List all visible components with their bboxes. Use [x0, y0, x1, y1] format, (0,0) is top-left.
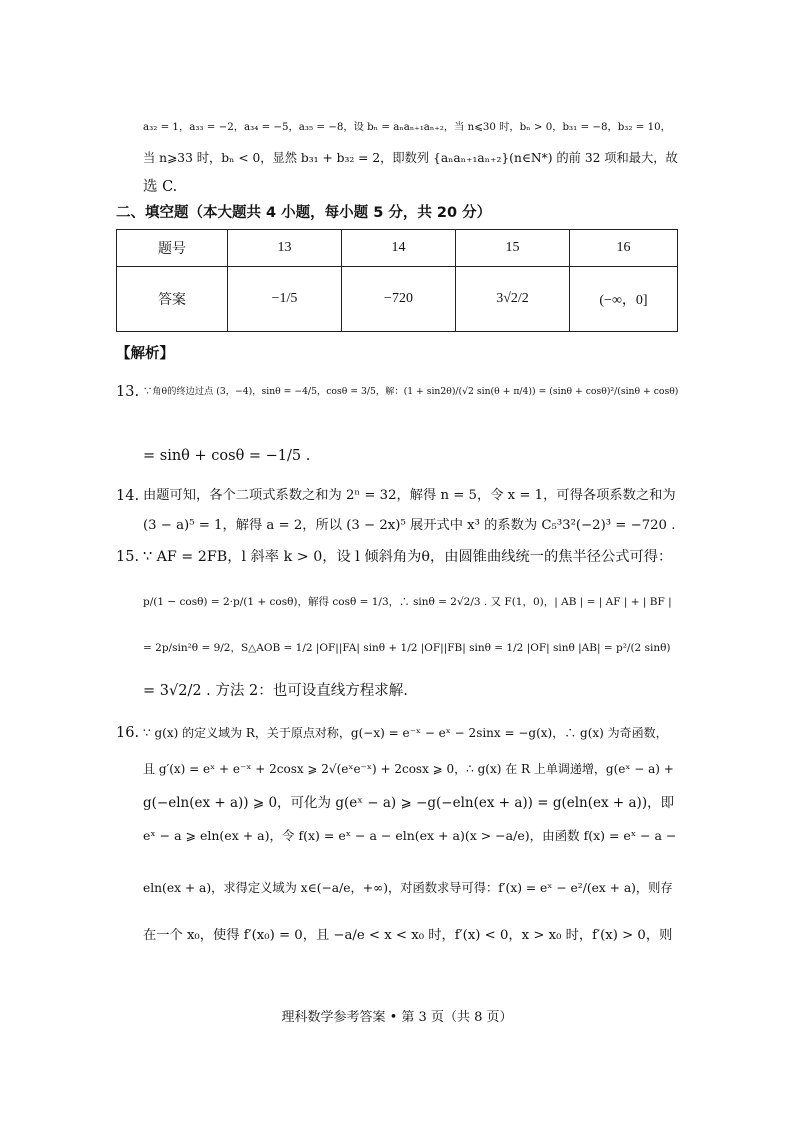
table-cell: −1/5: [228, 267, 342, 332]
text-line: g(−eln(ex + a)) ⩾ 0，可化为 g(eˣ − a) ⩾ −g(−eln(ex + a)) = g(eln(ex + a))，即: [143, 795, 675, 811]
section-heading: 二、填空题（本大题共 4 小题，每小题 5 分，共 20 分）: [116, 205, 492, 221]
text-line: 由题可知，各个二项式系数之和为 2ⁿ = 32，解得 n = 5，令 x = 1，可得各项系数之和为: [143, 488, 676, 503]
text-line: 且 g′(x) = eˣ + e⁻ˣ + 2cosx ⩾ 2√(eˣe⁻ˣ) + 2cosx ⩾ 0，∴ g(x) 在 R 上单调递增，g(eˣ − a) +: [143, 762, 674, 776]
text-line: ∵ g(x) 的定义域为 R，关于原点对称，g(−x) = e⁻ˣ − eˣ − 2sinx = −g(x)，∴ g(x) 为奇函数，: [143, 726, 668, 740]
page-footer: 理科数学参考答案 • 第 3 页（共 8 页）: [281, 1010, 513, 1025]
text-line: ∵角θ的终边过点 (3，−4)，sinθ = −4/5，cosθ = 3/5，解：(1 + sin2θ)/(√2 sin(θ + π/4)) = (sinθ + cosθ)²/(sinθ + cosθ): [143, 386, 679, 397]
question-number: 15.: [116, 549, 140, 565]
table-cell: 答案: [117, 267, 228, 332]
question-number: 14.: [116, 488, 140, 504]
text-line: 选 C.: [143, 179, 178, 195]
text-line: ∵ AF = 2FB，l 斜率 k > 0，设 l 倾斜角为θ，由圆锥曲线统一的焦半径公式可得：: [143, 549, 673, 565]
table-cell: 3√2/2: [456, 267, 570, 332]
question-number: 16.: [116, 725, 140, 741]
answer-table: [116, 229, 678, 332]
text-line: = 2p/sin²θ = 9/2，S△AOB = 1/2 |OF||FA| sinθ + 1/2 |OF||FB| sinθ = 1/2 |OF| sinθ |AB| = p²/(2 sinθ): [143, 642, 671, 654]
text-line: 在一个 x₀，使得 f′(x₀) = 0，且 −a/e < x < x₀ 时，f′(x) < 0，x > x₀ 时，f′(x) > 0，则: [143, 928, 673, 943]
table-cell: 15: [456, 230, 570, 267]
question-number: 13.: [116, 384, 140, 400]
table-cell: 16: [570, 230, 678, 267]
table-cell: −720: [342, 267, 456, 332]
text-line: eln(ex + a)，求得定义域为 x∈(−a/e，+∞)，对函数求导可得：f′(x) = eˣ − e²/(ex + a)，则存: [143, 881, 673, 895]
text-line: a₃₂ = 1，a₃₃ = −2，a₃₄ = −5，a₃₅ = −8，设 bₙ = aₙaₙ₊₁aₙ₊₂，当 n⩽30 时，bₙ > 0，b₃₁ = −8，b₃₂ = 10，: [143, 121, 671, 133]
table-cell: 14: [342, 230, 456, 267]
table-header-row: [117, 230, 678, 267]
text-line: eˣ − a ⩾ eln(ex + a)，令 f(x) = eˣ − a − eln(ex + a)(x > −a/e)，由函数 f(x) = eˣ − a −: [143, 828, 677, 843]
table-row: [117, 267, 678, 332]
text-line: p/(1 − cosθ) = 2·p/(1 + cosθ)，解得 cosθ = 1/3，∴ sinθ = 2√2/3 . 又 F(1，0)，| AB | = | AF | + | BF |: [143, 596, 672, 608]
table-cell: (−∞，0]: [570, 267, 678, 332]
table-cell: 13: [228, 230, 342, 267]
text-line: = sinθ + cosθ = −1/5 .: [143, 448, 311, 464]
text-line: = 3√2/2 . 方法 2：也可设直线方程求解.: [143, 683, 408, 699]
text-line: 当 n⩾33 时，bₙ < 0，显然 b₃₁ + b₃₂ = 2，即数列 {aₙaₙ₊₁aₙ₊₂}(n∈N*) 的前 32 项和最大，故: [143, 151, 678, 165]
table-cell: 题号: [117, 230, 228, 267]
text-line: (3 − a)⁵ = 1，解得 a = 2，所以 (3 − 2x)⁵ 展开式中 x³ 的系数为 C₅³3²(−2)³ = −720 .: [143, 518, 676, 533]
jiexi-label: 【解析】: [116, 346, 174, 362]
